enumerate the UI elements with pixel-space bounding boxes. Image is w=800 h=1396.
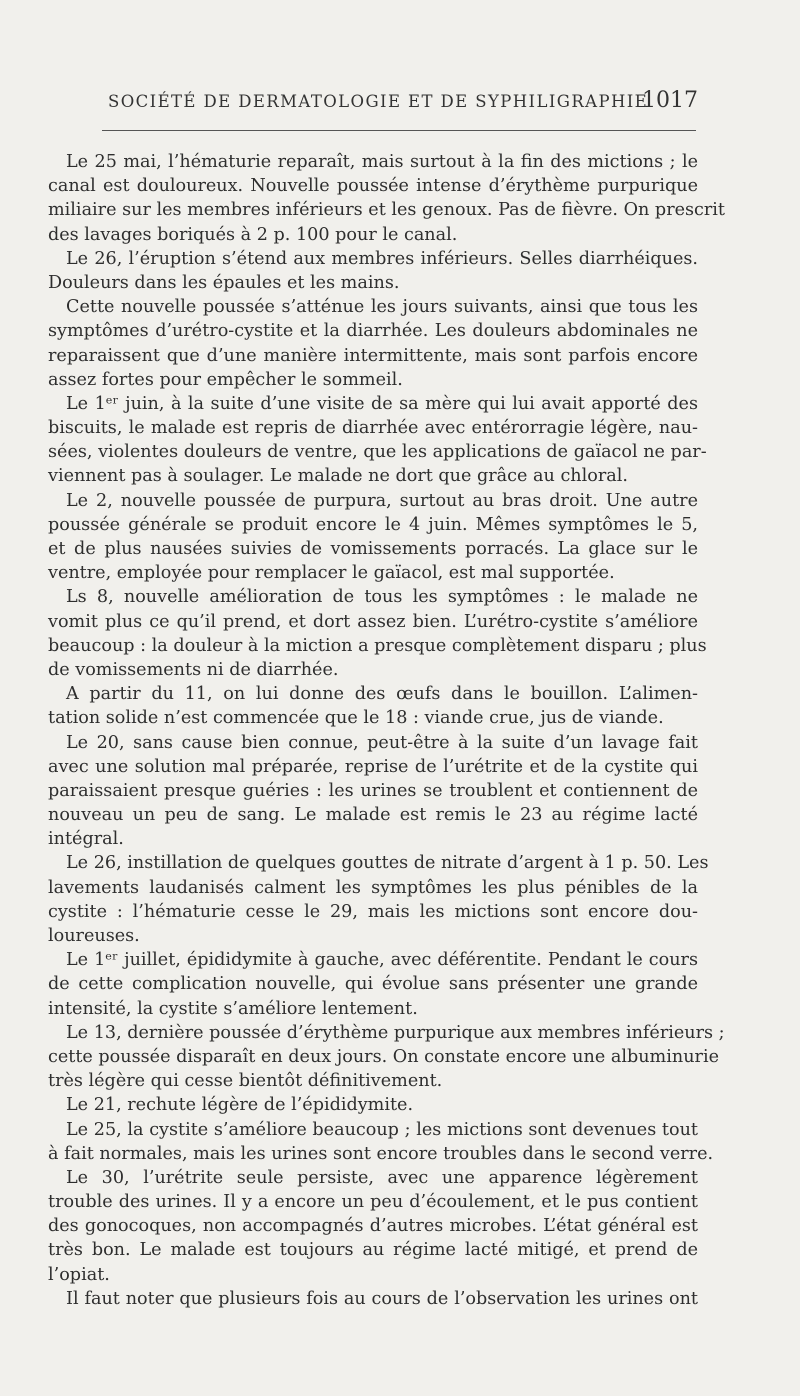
- text-line: des gonocoques, non accompagnés d’autres microbes. L’état général est: [48, 1216, 698, 1237]
- text-line: Le 1ᵉʳ juillet, épididymite à gauche, avec déférentite. Pendant le cours: [66, 950, 698, 971]
- text-line: Le 2, nouvelle poussée de purpura, surtout au bras droit. Une autre: [66, 490, 698, 511]
- text-line: viennent pas à soulager. Le malade ne dort que grâce au chloral.: [48, 466, 628, 487]
- text-line: avec une solution mal préparée, reprise de l’urétrite et de la cystite qui: [48, 756, 698, 777]
- text-line: Le 25 mai, l’hématurie reparaît, mais surtout à la fin des mictions ; le: [66, 152, 698, 172]
- text-line: Ls 8, nouvelle amélioration de tous les symptômes : le malade ne: [66, 587, 698, 608]
- text-line: Le 21, rechute légère de l’épididymite.: [66, 1095, 414, 1116]
- text-line: reparaissent que d’une manière intermittente, mais sont parfois encore: [48, 345, 698, 366]
- text-line: sées, violentes douleurs de ventre, que les applications de gaïacol ne par-: [48, 442, 707, 463]
- text-line: Le 1ᵉʳ juin, à la suite d’une visite de sa mère qui lui avait apporté des: [66, 393, 698, 414]
- header-rule: [102, 130, 696, 131]
- text-line: Cette nouvelle poussée s’atténue les jours suivants, ainsi que tous les: [66, 297, 698, 318]
- text-line: et de plus nausées suivies de vomissements porracés. La glace sur le: [48, 539, 698, 559]
- text-line: Le 30, l’urétrite seule persiste, avec une apparence légèrement: [66, 1167, 698, 1188]
- text-line: de cette complication nouvelle, qui évolue sans présenter une grande: [48, 974, 698, 995]
- page-number: 1017: [642, 88, 698, 113]
- text-line: Le 26, instillation de quelques gouttes de nitrate d’argent à 1 p. 50. Les: [66, 853, 709, 874]
- text-line: beaucoup : la douleur à la miction a presque complètement disparu ; plus: [48, 635, 707, 656]
- text-line: assez fortes pour empêcher le sommeil.: [48, 369, 403, 390]
- text-line: vomit plus ce qu’il prend, et dort assez bien. L’urétro-cystite s’améliore: [48, 611, 698, 632]
- text-line: intensité, la cystite s’améliore lentement.: [48, 998, 418, 1019]
- text-line: biscuits, le malade est repris de diarrhée avec entérorragie légère, nau-: [48, 418, 698, 439]
- text-line: Le 26, l’éruption s’étend aux membres inférieurs. Selles diarrhéiques.: [66, 248, 698, 269]
- text-line: ventre, employée pour remplacer le gaïacol, est mal supportée.: [48, 563, 615, 584]
- text-line: très bon. Le malade est toujours au régime lacté mitigé, et prend de: [48, 1240, 698, 1261]
- text-line: intégral.: [48, 829, 124, 850]
- body-text: [48, 150, 726, 1311]
- text-line: A partir du 11, on lui donne des œufs dans le bouillon. L’alimen-: [66, 684, 698, 705]
- text-line: à fait normales, mais les urines sont encore troubles dans le second verre.: [48, 1143, 714, 1164]
- text-line: Douleurs dans les épaules et les mains.: [48, 272, 400, 293]
- text-line: très légère qui cesse bientôt définitivement.: [48, 1071, 443, 1092]
- text-line: Le 13, dernière poussée d’érythème purpurique aux membres inférieurs ;: [66, 1022, 725, 1043]
- text-line: paraissaient presque guéries : les urines se troublent et contiennent de: [48, 780, 698, 801]
- text-line: Le 20, sans cause bien connue, peut-être à la suite d’un lavage fait: [66, 732, 698, 753]
- text-line: poussée générale se produit encore le 4 juin. Mêmes symptômes le 5,: [48, 514, 698, 535]
- running-header: [108, 88, 698, 128]
- text-line: des lavages boriqués à 2 p. 100 pour le canal.: [48, 224, 458, 245]
- text-line: l’opiat.: [48, 1264, 110, 1285]
- running-title: SOCIÉTÉ DE DERMATOLOGIE ET DE SYPHILIGRAPHIE: [108, 92, 649, 111]
- text-line: lavements laudanisés calment les symptômes les plus pénibles de la: [48, 877, 698, 898]
- text-line: Le 25, la cystite s’améliore beaucoup ; les mictions sont devenues tout: [66, 1119, 698, 1140]
- text-line: cette poussée disparaît en deux jours. On constate encore une albuminurie: [48, 1046, 719, 1067]
- text-line: Il faut noter que plusieurs fois au cours de l’observation les urines ont: [66, 1288, 698, 1309]
- text-line: trouble des urines. Il y a encore un peu d’écoulement, et le pus contient: [48, 1192, 698, 1213]
- text-line: miliaire sur les membres inférieurs et les genoux. Pas de fièvre. On prescrit: [48, 200, 726, 221]
- text-line: tation solide n’est commencée que le 18 : viande crue, jus de viande.: [48, 708, 664, 729]
- text-line: loureuses.: [48, 926, 140, 946]
- text-line: symptômes d’urétro-cystite et la diarrhée. Les douleurs abdominales ne: [48, 321, 698, 342]
- text-line: cystite : l’hématurie cesse le 29, mais les mictions sont encore dou-: [48, 901, 698, 922]
- text-line: nouveau un peu de sang. Le malade est remis le 23 au régime lacté: [48, 805, 698, 826]
- text-line: canal est douloureux. Nouvelle poussée intense d’érythème purpurique: [48, 176, 698, 197]
- text-line: de vomissements ni de diarrhée.: [48, 659, 339, 680]
